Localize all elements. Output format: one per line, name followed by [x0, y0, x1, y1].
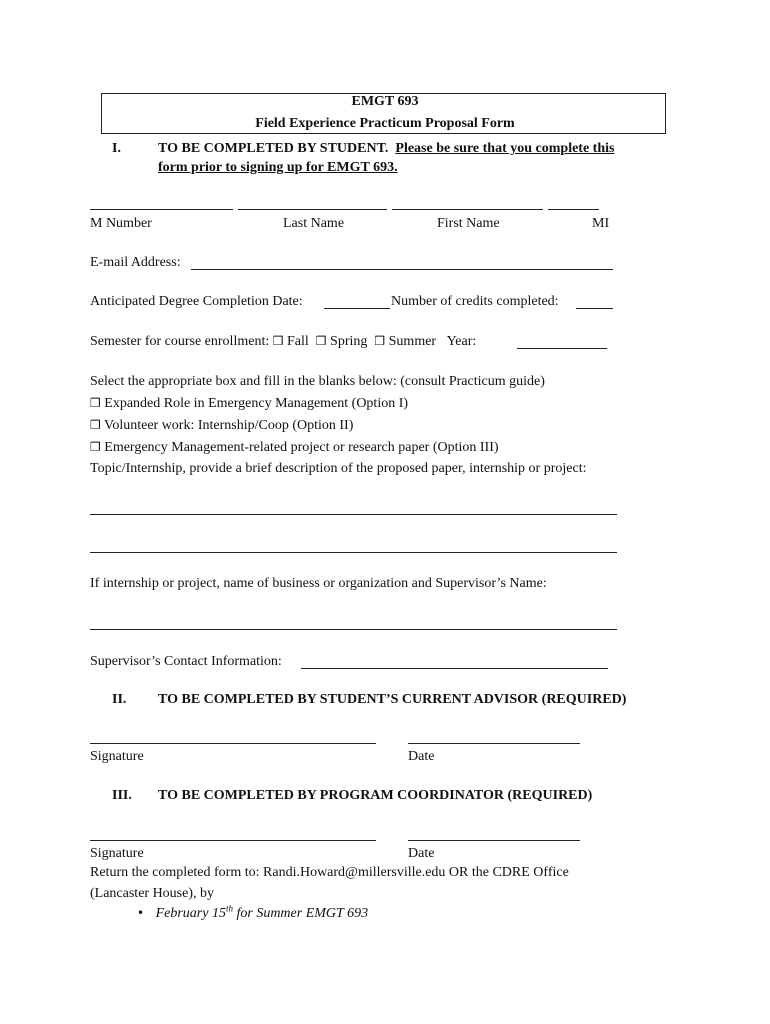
section-3-numeral: III. — [112, 788, 132, 803]
section-1-heading-underlined: Please be sure that you complete this — [395, 141, 615, 156]
course-title: EMGT 693 — [351, 94, 419, 109]
supervisor-contact-line[interactable] — [301, 668, 608, 669]
section-3-heading: TO BE COMPLETED BY PROGRAM COORDINATOR (REQUIRED) — [158, 788, 593, 803]
last-name-label: Last Name — [283, 216, 345, 231]
m-number-line[interactable] — [90, 209, 233, 210]
option-1-checkbox[interactable]: ❒ — [90, 396, 101, 410]
coordinator-signature-label: Signature — [90, 846, 144, 861]
degree-date-label: Anticipated Degree Completion Date: — [90, 294, 303, 309]
coordinator-date-label: Date — [408, 846, 435, 861]
mi-line[interactable] — [548, 209, 599, 210]
email-line[interactable] — [191, 269, 613, 270]
credits-label: Number of credits completed: — [391, 294, 559, 309]
section-1-heading-line-2: form prior to signing up for EMGT 693. — [158, 160, 398, 175]
return-instructions-line-1: Return the completed form to: Randi.Howard@millersville.edu OR the CDRE Office — [90, 865, 569, 880]
option-3-row — [90, 440, 499, 456]
topic-line-1[interactable] — [90, 514, 617, 515]
section-1-numeral: I. — [112, 141, 121, 156]
section-2-numeral: II. — [112, 692, 127, 707]
fall-label: Fall — [286, 334, 309, 349]
year-label: Year: — [446, 334, 477, 349]
first-name-label: First Name — [437, 216, 500, 231]
advisor-date-label: Date — [408, 749, 435, 764]
deadline-suffix: th — [225, 903, 233, 914]
credits-line[interactable] — [576, 308, 613, 309]
return-instructions-line-2: (Lancaster House), by — [90, 886, 215, 901]
year-line[interactable] — [517, 348, 607, 349]
mi-label: MI — [592, 216, 610, 231]
option-3-checkbox[interactable]: ❒ — [90, 440, 101, 454]
option-1-label: Expanded Role in Emergency Management (Option I) — [104, 396, 409, 411]
email-label: E-mail Address: — [90, 255, 181, 270]
option-2-row — [90, 418, 353, 434]
semester-label: Semester for course enrollment: — [90, 334, 270, 349]
deadline-bullet — [137, 903, 369, 922]
topic-prompt: Topic/Internship, provide a brief description of the proposed paper, internship or project: — [90, 461, 587, 476]
advisor-signature-line[interactable] — [90, 743, 376, 744]
option-2-label: Volunteer work: Internship/Coop (Option II) — [104, 418, 354, 433]
advisor-signature-label: Signature — [90, 749, 144, 764]
advisor-date-line[interactable] — [408, 743, 580, 744]
semester-row — [90, 334, 476, 350]
summer-checkbox[interactable]: ❒ — [374, 334, 386, 348]
form-title: Field Experience Practicum Proposal Form — [255, 116, 515, 131]
coordinator-signature-line[interactable] — [90, 840, 376, 841]
section-2-heading: TO BE COMPLETED BY STUDENT’S CURRENT ADVISOR (REQUIRED) — [158, 692, 627, 707]
first-name-line[interactable] — [392, 209, 543, 210]
degree-date-line[interactable] — [324, 308, 390, 309]
last-name-line[interactable] — [238, 209, 387, 210]
topic-line-2[interactable] — [90, 552, 617, 553]
supervisor-contact-label: Supervisor’s Contact Information: — [90, 654, 282, 669]
options-intro: Select the appropriate box and fill in the blanks below: (consult Practicum guide) — [90, 374, 545, 389]
bullet-icon: • — [137, 906, 145, 920]
spring-label: Spring — [330, 334, 368, 349]
option-2-checkbox[interactable]: ❒ — [90, 418, 101, 432]
coordinator-date-line[interactable] — [408, 840, 580, 841]
business-line[interactable] — [90, 629, 617, 630]
option-3-label: Emergency Management-related project or research paper (Option III) — [104, 440, 499, 455]
summer-label: Summer — [388, 334, 437, 349]
option-1-row — [90, 396, 408, 412]
m-number-label: M Number — [90, 216, 152, 231]
spring-checkbox[interactable]: ❒ — [315, 334, 327, 348]
fall-checkbox[interactable]: ❒ — [272, 334, 284, 348]
section-1-heading — [158, 141, 614, 157]
deadline-text: for Summer EMGT 693 — [232, 906, 369, 921]
deadline-date: February 15 — [155, 906, 226, 921]
section-1-heading-plain: TO BE COMPLETED BY STUDENT. — [158, 141, 389, 156]
business-prompt: If internship or project, name of business or organization and Supervisor’s Name: — [90, 576, 547, 591]
